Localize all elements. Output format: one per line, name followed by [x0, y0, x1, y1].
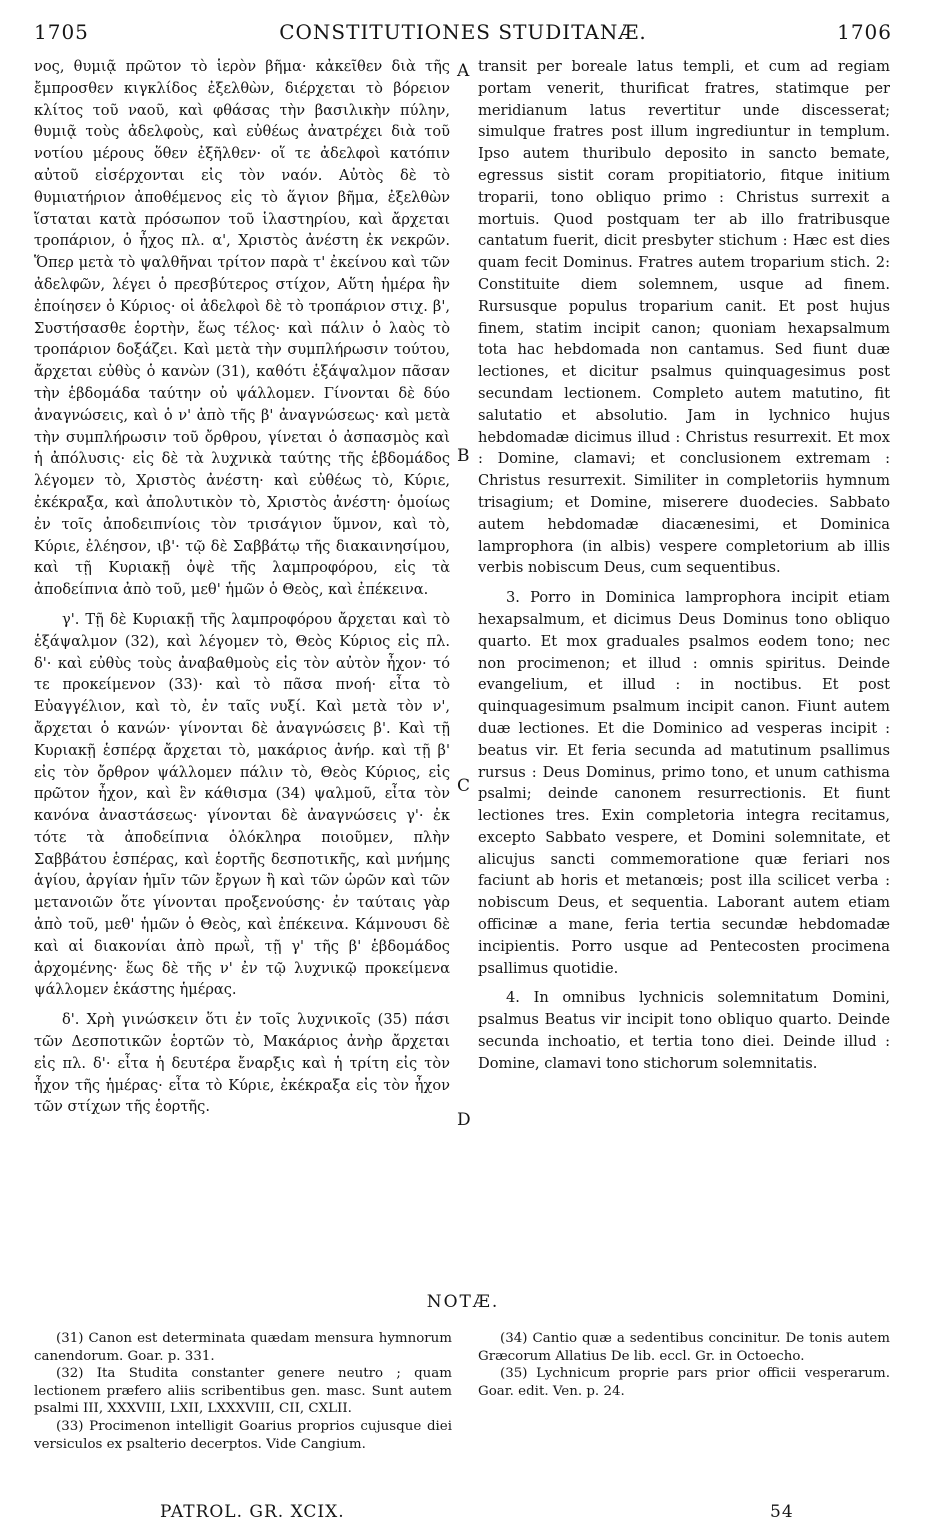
section-marker-c: C [457, 776, 471, 796]
greek-column [34, 56, 450, 1118]
section-marker-d: D [457, 1110, 471, 1130]
greek-paragraph-3: δ'. Χρὴ γινώσκειν ὅτι ἐν τοῖς λυχνικοῖς (35) πάσι τῶν Δεσποτικῶν ἑορτῶν τὸ, Μακάριος ἀνὴρ ἄρχεται εἰς πλ. δ'· εἶτα ἡ δευτέρα ἔναρξις καὶ ἡ τρίτη εἰς τὸν ἦχον τῆς ἡμέρας· εἶτα τὸ Κύριε, ἐκέκραξα εἰς τὸν ἦχον τῶν στίχων τῆς ἑορτῆς. [34, 1011, 450, 1116]
footnote-33: (33) Procimenon intelligit Goarius proprios cujusque diei versiculos ex psalterio decerptos. Vide Cangium. [34, 1418, 452, 1452]
notes-left-column [34, 1330, 452, 1453]
footnote-35: (35) Lychnicum proprie pars prior officii vesperarum. Goar. edit. Ven. p. 24. [478, 1366, 890, 1399]
gathering-signature: 54 [770, 1502, 794, 1522]
latin-paragraph-3: 4. In omnibus lychnicis solemnitatum Domini, psalmus Beatus vir incipit tono obliquo quarto. Deinde secunda inchoatio, et tertia tono diei. Deinde illud : Domine, clamavi tono stichorum solemnitatis. [478, 989, 890, 1072]
latin-paragraph-2: 3. Porro in Dominica lamprophora incipit etiam hexapsalmum, et dicimus Deus Dominus tono obliquo quarto. Et mox graduales psalmos eodem tono; nec non procimenon; et illud : omnis spiritus. Deinde evangelium, et illud : in noctibus. Et post quinquagesimum psalmum incipit canon. Fiunt autem duæ lectiones. Et die Dominico ad vesperas incipit : beatus vir. Et feria secunda ad matutinum psallimus rursus : Deus Dominus, primo tono, et unum cathisma psalmi; deinde canonem resurrectionis. Et fiunt lectiones tres. Exin completoria integra recitamus, excepto Sabbato vespere, et Domini solemnitate, et alicujus sancti commemoratione quæ feriari nos faciunt ab horis et metanœis; post illa scilicet verba : nobiscum Deus, et sequentia. Laborant autem etiam officinæ a mane, feria tertia secundæ hebdomadæ incipientis. Porro usque ad Pentecosten procimena psallimus quotidie. [478, 589, 890, 977]
footnote-31: (31) Canon est determinata quædam mensura hymnorum canendorum. Goar. p. 331. [34, 1331, 452, 1364]
footnote-32: (32) Ita Studita constanter genere neutro ; quam lectionem præfero aliis scribentibus gen. masc. Sunt autem psalmi III, XXXVIII, LXII, LXXXVIII, CII, CXLII. [34, 1366, 452, 1417]
volume-signature: PATROL. GR. XCIX. [160, 1502, 345, 1522]
greek-paragraph-2: γ'. Τῇ δὲ Κυριακῇ τῆς λαμπροφόρου ἄρχεται καὶ τὸ ἑξάψαλμον (32), καὶ λέγομεν τὸ, Θεὸς Κύριος εἰς πλ. δ'· καὶ εὐθὺς τοὺς ἀναβαθμοὺς εἰς τὸν αὐτὸν ἦχον· τό τε προκείμενον (33)· καὶ τὸ πᾶσα πνοή· εἶτα τὸ Εὐαγγέλιον, καὶ τὸ, ἐν ταῖς νυξί. Καὶ μετὰ τὸν ν', ἄρχεται ὁ κανών· γίνονται δὲ ἀναγνώσεις β'. Καὶ τῇ Κυριακῇ ἑσπέρᾳ ἄρχεται τὸ, μακάριος ἀνήρ. καὶ τῇ β' εἰς τὸν ὄρθρον ψάλλομεν πάλιν τὸ, Θεὸς Κύριος, εἰς πρῶτον ἦχον, καὶ ἓν κάθισμα (34) ψαλμοῦ, εἶτα τὸν κανόνα ἀναστάσεως· γίνονται δὲ ἀναγνώσεις γ'· ἐκ τότε τὰ ἀποδείπνια ὁλόκληρα ποιοῦμεν, πλὴν Σαββάτου ἑσπέρας, καὶ ἑορτῆς δεσποτικῆς, καὶ μνήμης ἁγίου, ἀργίαν ἡμῖν τῶν ἔργων ἢ καὶ τῶν ὡρῶν καὶ τῶν μετανοιῶν ὅτε γίνονται προξενούσης· ἐν ταύταις γὰρ ἀπὸ τοῦ, μεθ' ἡμῶν ὁ Θεὸς, καὶ ἐπέκεινα. Κάμνουσι δὲ καὶ αἱ διακονίαι ἀπὸ πρωῒ, τῇ γ' τῆς β' ἑβδομάδος ἀρχομένης· ἕως δὲ τῆς ν' ἐν τῷ λυχνικῷ προκείμενα ψάλλομεν ἑκάστης ἡμέρας. [34, 610, 450, 999]
section-marker-a: A [457, 61, 470, 81]
greek-paragraph-1: νος, θυμιᾷ πρῶτον τὸ ἱερὸν βῆμα· κἀκεῖθεν διὰ τῆς ἔμπροσθεν κιγκλίδος ἐξελθὼν, διέρχεται τὸ βόρειον κλίτος τοῦ ναοῦ, καὶ φθάσας τὴν βασιλικὴν πύλην, θυμιᾷ τοὺς ἀδελφοὺς, καὶ εὐθέως ἀνατρέχει διὰ τοῦ νοτίου μέρους ὅθεν ἐξῆλθεν· οἵ τε ἀδελφοὶ κατόπιν αὐτοῦ εἰσέρχονται εἰς τὸν ναόν. Αὐτὸς δὲ τὸ θυμιατήριον ἀποθέμενος εἰς τὸ ἅγιον βῆμα, ἐξελθὼν ἵσταται κατὰ πρόσωπον τοῦ ἱλαστηρίου, καὶ ἄρχεται τροπάριον, ὁ ἦχος πλ. α', Χριστὸς ἀνέστη ἐκ νεκρῶν. Ὅπερ μετὰ τὸ ψαλθῆναι τρίτον παρὰ τ' ἐκείνου καὶ τῶν ἀδελφῶν, λέγει ὁ πρεσβύτερος στίχον, Αὕτη ἡμέρα ἣν ἐποίησεν ὁ Κύριος· οἱ ἀδελφοὶ δὲ τὸ τροπάριον στιχ. β', Συστήσασθε ἑορτὴν, ἕως τέλος· καὶ πάλιν ὁ λαὸς τὸ τροπάριον δοξάζει. Καὶ μετὰ τὴν συμπλήρωσιν τούτου, ἄρχεται εὐθὺς ὁ κανὼν (31), καθότι ἑξάψαλμον πᾶσαν τὴν ἑβδομάδα ταύτην οὐ ψάλλομεν. Γίνονται δὲ δύο ἀναγνώσεις, καὶ ὁ ν' ἀπὸ τῆς β' ἀναγνώσεως· καὶ μετὰ τὴν συμπλήρωσιν τοῦ ὄρθρου, γίνεται ὁ ἀσπασμὸς καὶ ἡ ἀπόλυσις· εἰς δὲ τὰ λυχνικὰ ταύτης τῆς ἑβδομάδος λέγομεν τὸ, Χριστὸς ἀνέστη· καὶ εὐθέως τὸ, Κύριε, ἐκέκραξα, καὶ ἀπολυτικὸν τὸ, Χριστὸς ἀνέστη· ὁμοίως ἐν τοῖς ἀποδειπνίοις τὸν τρισάγιον ὕμνον, καὶ τὸ, Κύριε, ἐλέησον, ιβ'· τῷ δὲ Σαββάτῳ τῆς διακαινησίμου, καὶ τῇ Κυριακῇ ὀψὲ τῆς λαμπροφόρου, εἰς τὰ ἀποδείπνια ἀπὸ τοῦ, μεθ' ἡμῶν ὁ Θεὸς, καὶ ἐπέκεινα. [34, 58, 450, 599]
latin-paragraph-1: transit per boreale latus templi, et cum ad regiam portam venerit, thurificat fratres, statimque per meridianum latus revertitur unde discesserat; simulque fratres post illum ingrediuntur in templum. Ipso autem thuribulo deposito in sancto bemate, egressus sistit coram propitiatorio, fitque initium troparii, tono obliquo primo : Christus surrexit a mortuis. Quod postquam ter ab illo fratribusque cantatum fuerit, dicit presbyter stichum : Hæc est dies quam fecit Dominus. Fratres autem troparium stich. 2: Constituite diem solemnem, usque ad finem. Rursusque populus troparium canit. Et post hujus finem, statim incipit canon; quoniam hexapsalmum tota hac hebdomada non cantamus. Sed fiunt duæ lectiones, et dicitur psalmus quinquagesimus post secundam lectionem. Completo autem matutino, fit salutatio et absolutio. Jam in lychnico hujus hebdomadæ dicimus illud : Christus resurrexit. Et mox : Domine, clamavi; et conclusionem extremam : Christus resurrexit. Similiter in completoriis hymnum trisagium; et Domine, miserere duodecies. Sabbato autem hebdomadæ diacænesimi, et Dominica lamprophora (in albis) vespere completorium ab illis verbis nobiscum Deus, cum sequentibus. [478, 58, 890, 577]
running-title: CONSTITUTIONES STUDITANÆ. [279, 20, 647, 44]
column-number-left: 1705 [34, 20, 89, 44]
latin-column [478, 56, 890, 1075]
column-number-right: 1706 [837, 20, 892, 44]
footnote-34: (34) Cantio quæ a sedentibus concinitur. De tonis autem Græcorum Allatius De lib. eccl. Gr. in Octoecho. [478, 1331, 890, 1364]
section-marker-b: B [457, 446, 470, 466]
notes-right-column [478, 1330, 890, 1400]
notes-heading: NOTÆ. [426, 1292, 500, 1312]
